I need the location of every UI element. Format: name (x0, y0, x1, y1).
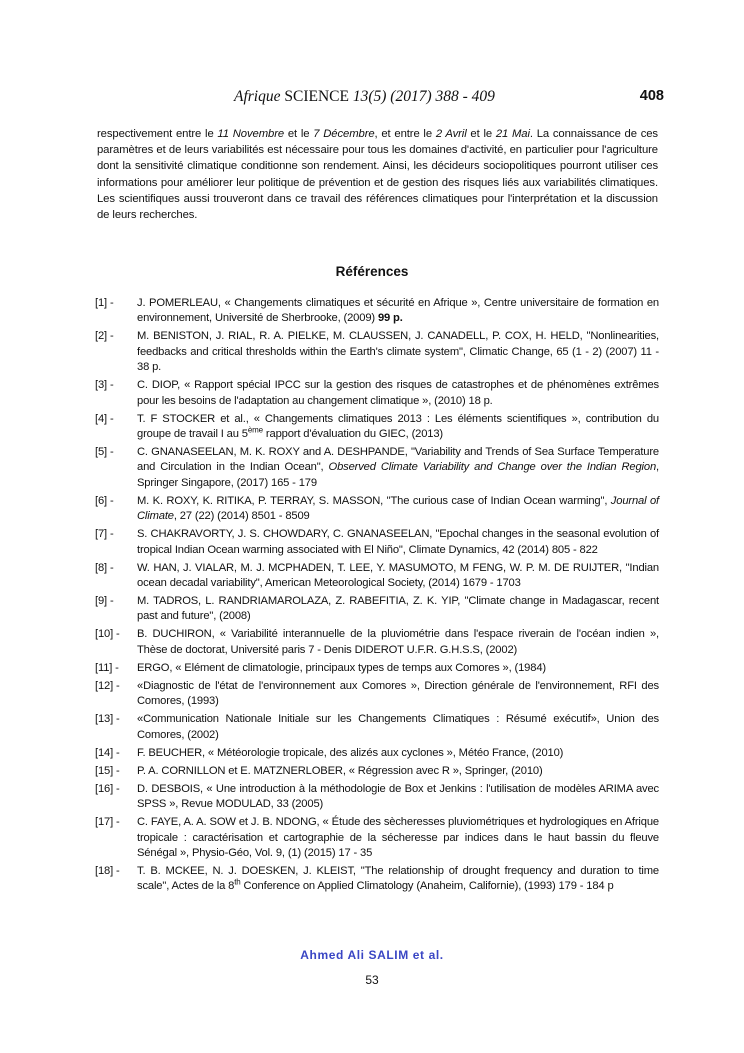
reference-text: P. A. CORNILLON et E. MATZNERLOBER, « Régression avec R », Springer, (2010) (137, 764, 543, 777)
reference-text: F. BEUCHER, « Météorologie tropicale, des alizés aux cyclones », Météo France, (2010) (137, 746, 564, 759)
reference-text: D. DESBOIS, « Une introduction à la méthodologie de Box et Jenkins : l'utilisation de modèles ARIMA avec SPSS », Revue MODULAD, 33 (2005) (137, 782, 659, 811)
reference-item (95, 864, 659, 895)
reference-item (95, 561, 659, 592)
intro-text-4: et le (466, 128, 496, 140)
intro-text-2: et le (284, 128, 314, 140)
reference-number: [6] - (95, 494, 114, 507)
reference-item (95, 815, 659, 861)
reference-number: [9] - (95, 595, 114, 608)
intro-text-1: respectivement entre le (97, 128, 218, 140)
reference-text: ERGO, « Elément de climatologie, principaux types de temps aux Comores », (1984) (137, 661, 546, 674)
reference-item (95, 746, 659, 761)
intro-text-3: , et entre le (374, 128, 436, 140)
intro-date-4: 21 Mai (495, 128, 530, 140)
reference-item (95, 412, 659, 443)
footer-page-number: 53 (365, 973, 379, 987)
reference-text: «Communication Nationale Initiale sur les Changements Climatiques : Résumé exécutif», Union des Comores, (2002) (137, 713, 659, 741)
reference-text: B. DUCHIRON, « Variabilité interannuelle de la pluviométrie dans l'espace riverain de l'océan indien », Thèse de doctorat, Université paris 7 - Denis DIDEROT U.F.R. G.H.S.S, (2002) (137, 628, 659, 656)
reference-item (95, 627, 659, 658)
reference-item (95, 296, 659, 327)
references-list (95, 296, 659, 897)
journal-volume: 13(5) (2017) 388 - 409 (352, 88, 495, 105)
reference-text: J. POMERLEAU, « Changements climatiques et sécurité en Afrique », Centre universitaire de formation en environnement, Université de Sherbrooke, (2009) 99 p. (137, 297, 659, 325)
references-heading: Références (335, 264, 409, 279)
reference-item (95, 661, 659, 676)
reference-number: [1] - (95, 297, 114, 309)
reference-text: T. F STOCKER et al., « Changements climatiques 2013 : Les éléments scientifiques », contribution du groupe de travail I au 5ème rapport d'évaluation du GIEC, (2013) (137, 412, 659, 441)
reference-number: [18] - (95, 864, 120, 877)
reference-number: [5] - (95, 446, 114, 459)
reference-number: [10] - (95, 628, 120, 641)
reference-number: [7] - (95, 528, 114, 541)
reference-item (95, 494, 659, 525)
reference-text: C. GNANASEELAN, M. K. ROXY and A. DESHPANDE, "Variability and Trends of Sea Surface Temperature and Circulation in the Indian Ocean", Observed Climate Variability and Change over the Indian Region, Springer Singapore, (2017) 165 - 179 (137, 446, 660, 489)
reference-text: «Diagnostic de l'état de l'environnement aux Comores », Direction générale de l'environnement, RFI des Comores, (1993) (137, 679, 659, 708)
intro-text-5: . La connaissance de ces paramètres et de leurs variabilités est nécessaire pour tous les domaines d'activité, en particulier pour l'agriculture dont la sensitivité climatique conditionne son rendement. Ainsi, les décideurs sociopolitiques pourront utiliser ces informations pour améliorer leur politique de prévention et de gestion des risques liés aux variabilités climatiques. Les scientifiques aussi trouveront dans ce travail des références climatiques pour l'interprétation et la discussion de leurs recherches. (97, 128, 658, 222)
reference-number: [2] - (95, 330, 114, 343)
reference-text: M. K. ROXY, K. RITIKA, P. TERRAY, S. MASSON, "The curious case of Indian Ocean warming", Journal of Climate, 27 (22) (2014) 8501 - 8509 (137, 494, 659, 523)
reference-item (95, 679, 659, 710)
reference-text: C. FAYE, A. A. SOW et J. B. NDONG, « Étude des sècheresses pluviométriques et hydrologiques en Afrique tropicale : caractérisation et cartographie de la sécheresse par indices dans le haut bassin du fleuve Sénégal », Physio-Géo, Vol. 9, (1) (2015) 17 - 35 (137, 816, 659, 859)
reference-item (95, 329, 659, 375)
reference-text: S. CHAKRAVORTY, J. S. CHOWDARY, C. GNANASEELAN, "Epochal changes in the seasonal evolution of tropical Indian Ocean warming associated with El Niño", Climate Dynamics, 42 (2014) 805 - 822 (137, 528, 659, 556)
intro-paragraph (97, 126, 658, 223)
reference-item (95, 445, 659, 491)
intro-date-1: 11 Novembre (217, 128, 285, 140)
reference-item (95, 378, 659, 409)
reference-number: [11] - (95, 661, 119, 674)
intro-date-3: 2 Avril (435, 128, 467, 140)
journal-name-italic: Afrique (234, 88, 281, 105)
journal-citation (234, 88, 495, 106)
reference-item (95, 782, 659, 813)
reference-number: [16] - (95, 782, 120, 795)
reference-number: [14] - (95, 746, 120, 759)
footer-authors: Ahmed Ali SALIM et al. (300, 948, 444, 962)
journal-name-caps: SCIENCE (284, 88, 349, 105)
reference-number: [4] - (95, 412, 114, 425)
reference-item (95, 594, 659, 625)
reference-text: C. DIOP, « Rapport spécial IPCC sur la gestion des risques de catastrophes et de phénomènes extrêmes pour les besoins de l'adaptation au changement climatique », (2010) 18 p. (137, 379, 659, 407)
reference-text: W. HAN, J. VIALAR, M. J. MCPHADEN, T. LEE, Y. MASUMOTO, M FENG, W. P. M. DE RUIJTER, "Indian ocean decadal variability", American Meteorological Society, (2014) 1679 - 1703 (137, 561, 659, 590)
reference-number: [13] - (95, 713, 120, 726)
reference-text: T. B. MCKEE, N. J. DOESKEN, J. KLEIST, "The relationship of drought frequency and duration to time scale", Actes de la 8th Conference on Applied Climatology (Anaheim, Californie), (1993) 179 - 184 p (137, 864, 659, 893)
reference-item (95, 764, 659, 779)
reference-item (95, 527, 659, 558)
reference-number: [12] - (95, 679, 120, 692)
reference-number: [17] - (95, 816, 120, 829)
reference-number: [15] - (95, 764, 120, 777)
header-page-number: 408 (639, 88, 664, 104)
reference-text: M. TADROS, L. RANDRIAMAROLAZA, Z. RABEFITIA, Z. K. YIP, "Climate change in Madagascar, recent past and future", (2008) (137, 595, 659, 623)
reference-item (95, 712, 659, 743)
reference-number: [3] - (95, 379, 114, 392)
reference-number: [8] - (95, 561, 114, 574)
reference-text: M. BENISTON, J. RIAL, R. A. PIELKE, M. CLAUSSEN, J. CANADELL, P. COX, H. HELD, "Nonlinearities, feedbacks and critical thresholds within the Earth's climate system", Climatic Change, 65 (1 - 2) (2007) 11 - 38 p. (137, 330, 659, 374)
intro-date-2: 7 Décembre (313, 128, 375, 140)
